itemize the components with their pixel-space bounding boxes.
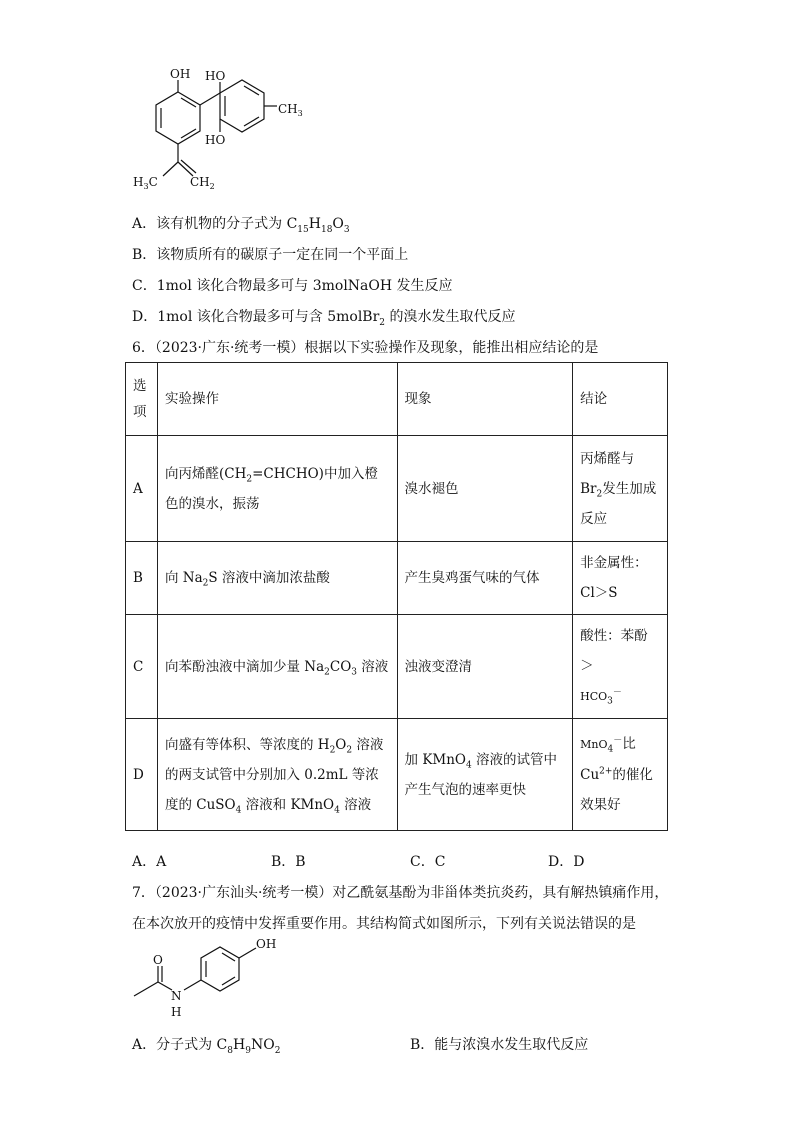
table-row: D 向盛有等体积、等浓度的 $H_2O_2$ 溶液的两支试管中分别加入 0.2mL 等浓度的 CuSO$_4$ 溶液和 KMnO$_4$ 溶液 加 KMnO$_4$ 溶液的试管中产生气泡的速率更快 MnO$_4$－比 $Cu^{2+}$的催化效果好 [126, 719, 668, 831]
q6-stem: 6．（2023·广东·统考一模）根据以下实验操作及现象，能推出相应结论的是 [132, 340, 599, 356]
phenomenon-cell: 溴水褪色 [397, 436, 573, 542]
table-header-row [126, 363, 668, 436]
table-row: A 向丙烯醛$(CH_2=CHCHO)$中加入橙色的溴水，振荡 溴水褪色 丙烯醛与 $Br_2$发生加成反应 [126, 436, 668, 542]
header-operation: 实验操作 [157, 363, 397, 436]
h-label: H [171, 1005, 182, 1019]
oh-label: OH [256, 937, 277, 951]
n-label: N [171, 989, 182, 1003]
operation-cell: 向苯酚浊液中滴加少量 $Na_2CO_3$ 溶液 [157, 615, 397, 719]
experiment-table [125, 362, 668, 831]
header-conclusion: 结论 [573, 363, 668, 436]
q6-answer-d: D．D [548, 854, 585, 870]
conclusion-cell: MnO$_4$－比 $Cu^{2+}$的催化效果好 [573, 719, 668, 831]
benzene-ring [201, 947, 239, 991]
ch3-label: $CH_3$ [278, 102, 303, 118]
table-row: B 向 $Na_2S$ 溶液中滴加浓盐酸 产生臭鸡蛋气味的气体 非金属性：Cl＞S [126, 542, 668, 615]
ho-label-bottom: HO [205, 133, 226, 147]
phenomenon-cell: 产生臭鸡蛋气味的气体 [397, 542, 573, 615]
right-benzene-ring [220, 80, 264, 132]
operation-cell: 向 $Na_2S$ 溶液中滴加浓盐酸 [157, 542, 397, 615]
q5-option-a: A．该有机物的分子式为 $C_{15}H_{18}O_3$ [132, 216, 350, 235]
structure-diagram-2 [128, 936, 298, 1024]
o-label: O [153, 953, 163, 967]
q6-answer-c: C．C [410, 854, 446, 870]
q7-stem-line-1: 7．（2023·广东汕头·统考一模）对乙酰氨基酚为非甾体类抗炎药，具有解热镇痛作用， [132, 885, 669, 901]
h3c-label: $H_3C$ [133, 175, 158, 191]
q5-option-d: D．1mol 该化合物最多可与含 5molBr$_2$ 的溴水发生取代反应 [132, 309, 516, 328]
q5-option-b: B．该物质所有的碳原子一定在同一个平面上 [132, 247, 409, 263]
conclusion-cell: 酸性：苯酚＞ $HCO_3^-$ [573, 615, 668, 719]
header-phenomenon: 现象 [397, 363, 573, 436]
left-benzene-ring [156, 92, 200, 144]
q7-option-b: B．能与浓溴水发生取代反应 [410, 1037, 589, 1053]
phenomenon-cell: 加 KMnO$_4$ 溶液的试管中产生气泡的速率更快 [397, 719, 573, 831]
q7-option-a: A．分子式为 $C_8H_9NO_2$ [132, 1037, 281, 1056]
q6-answer-b: B．B [271, 854, 306, 870]
ch2-label: $CH_2$ [190, 175, 215, 191]
header-option: 选项 [126, 363, 158, 436]
q6-answer-a: A．A [132, 854, 167, 870]
conclusion-cell: 非金属性：Cl＞S [573, 542, 668, 615]
phenomenon-cell: 浊液变澄清 [397, 615, 573, 719]
q7-stem-line-2: 在本次放开的疫情中发挥重要作用。其结构简式如图所示，下列有关说法错误的是 [132, 916, 636, 932]
ho-label-top: HO [205, 69, 226, 83]
q5-option-c: C．1mol 该化合物最多可与 3molNaOH 发生反应 [132, 278, 453, 294]
operation-cell: 向丙烯醛$(CH_2=CHCHO)$中加入橙色的溴水，振荡 [157, 436, 397, 542]
oh-label-left: OH [170, 67, 191, 81]
operation-cell: 向盛有等体积、等浓度的 $H_2O_2$ 溶液的两支试管中分别加入 0.2mL 等浓度的 CuSO$_4$ 溶液和 KMnO$_4$ 溶液 [157, 719, 397, 831]
table-row: C 向苯酚浊液中滴加少量 $Na_2CO_3$ 溶液 浊液变澄清 酸性：苯酚＞ $HCO_3^-$ [126, 615, 668, 719]
conclusion-cell: 丙烯醛与 $Br_2$发生加成反应 [573, 436, 668, 542]
structure-diagram-1 [125, 62, 315, 197]
